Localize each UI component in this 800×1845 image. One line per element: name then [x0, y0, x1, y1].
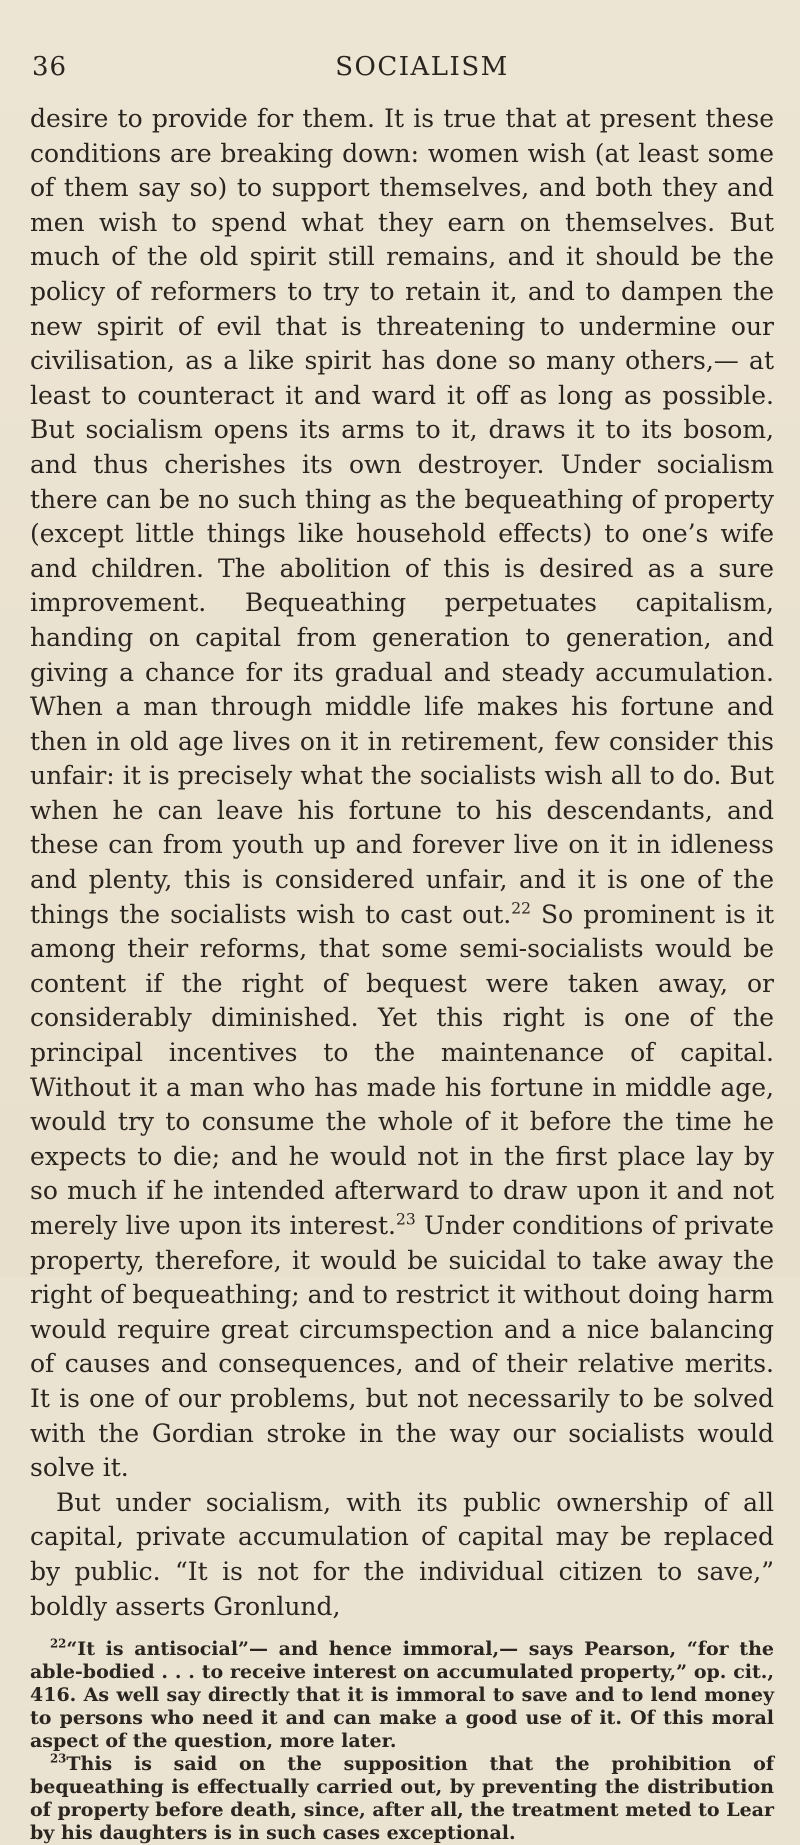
paragraph-1-part-a: desire to provide for them. It is true that at present these conditions are breaking down: women wish (at least some of them say so) to support themselves, and both they and men wish to spend what they earn on themselves. But much of the old spirit still remains, and it should be the policy of reformers to try to retain it, and to dampen the new spirit of evil that is threatening to undermine our civilisation, as a like spirit has done so many others,— at least to counteract it and ward it off as long as possible. But socialism opens its arms to it, draws it to its bosom, and thus cherishes its own destroyer. Under socialism there can be no such thing as the bequeathing of property (except little things like household effects) to one’s wife and children. The abolition of this is desired as a sure improvement. Bequeathing perpetuates capitalism, handing on capital from generation to generation, and giving a chance for its gradual and steady accumulation. When a man through middle life makes his fortune and then in old age lives on it in retirement, few consider this unfair: it is precisely what the socialists wish all to do. But when he can leave his fortune to his descendants, and these can from youth up and forever live on it in idleness and plenty, this is considered unfair, and it is one of the things the socialists wish to cast out. [30, 104, 774, 929]
page-number: 36 [32, 52, 68, 82]
footnote-22 [30, 1638, 774, 1753]
running-title: SOCIALISM [335, 52, 509, 82]
footnote-22-text: “It is antisocial”— and hence immoral,— says Pearson, “for the able-bodied . . . to receive interest on accumulated property,” op. cit., 416. As well say directly that it is immoral to save and to lend money to persons who need it and can make a good use of it. Of this moral aspect of the question, more later. [30, 1638, 774, 1753]
paragraph-2: But under socialism, with its public ownership of all capital, private accumulation of capital may be replaced by public. “It is not for the individual citizen to save,” boldly asserts Gronlund, [30, 1487, 774, 1621]
paragraph-1 [30, 102, 774, 1486]
footnotes [30, 1638, 774, 1845]
footnote-23 [30, 1753, 774, 1845]
paragraph-1-part-b: So prominent is it among their reforms, that some semi-socialists would be content if the right of bequest were taken away, or considerably diminished. Yet this right is one of the principal incentives to the maintenance of capital. Without it a man who has made his fortune in middle age, would try to consume the whole of it before the time he expects to die; and he would not in the first place lay by so much if he intended afterward to draw upon it and not merely live upon its interest. [30, 899, 774, 1240]
footnote-23-text: This is said on the supposition that the prohibition of bequeathing is effectually carried out, by preventing the distribution of property before death, since, after all, the treatment meted to Lear by his daughters is in such cases exceptional. [30, 1753, 774, 1845]
footnote-ref-23: 23 [395, 1210, 416, 1229]
footnote-mark-23: 23 [50, 1751, 67, 1766]
paragraph-1-part-c: Under conditions of private property, therefore, it would be suicidal to take away the right of bequeathing; and to restrict it without doing harm would require great circumspection and a nice balancing of causes and consequences, and of their relative merits. It is one of our problems, but not necessarily to be solved with the Gordian stroke in the way our socialists would solve it. [30, 1211, 774, 1483]
footnote-ref-22: 22 [511, 899, 531, 918]
body-text [30, 102, 774, 1624]
running-head [30, 52, 774, 92]
footnote-mark-22: 22 [50, 1636, 67, 1651]
